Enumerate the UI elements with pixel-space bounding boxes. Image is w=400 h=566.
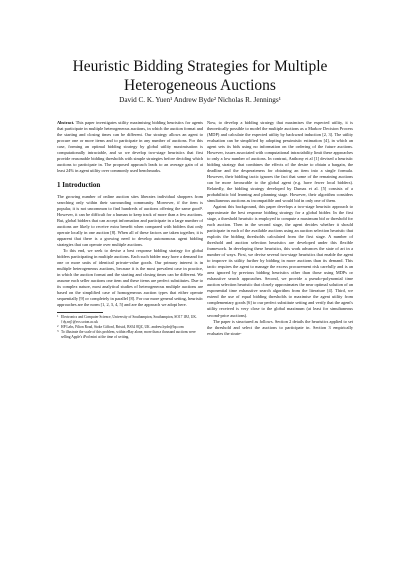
paper-title (0, 57, 400, 95)
right-column (207, 120, 353, 337)
abstract-label: Abstract. (57, 120, 75, 125)
footnote-text: HP Labs, Filton Road, Stoke Gifford, Bristol, BS34 8QZ, UK. andrew.byde@hp.com (61, 325, 184, 330)
intro-paragraph-5: The paper is structured as follows. Section 2 details the heuristics applied to set the threshold and select the auctions to participate in. Section 3 empirically evaluates the strate- (207, 318, 353, 336)
footnote-mark: 1 (57, 314, 59, 319)
intro-paragraph-3: Now, to develop a bidding strategy that maximises the expected utility, it is theoretically possible to model the multiple auctions as a Markov Decision Process (MDP) and calculate the expected utility by backward induction [2, 3]. The utility evaluation can be simplified by adopting pessimistic estimation [4], in which an agent sets its bids using no information on the ordering of the future auctions. However, issues associated with computational intractability limit these approaches to only a low number of auctions. In contrast, Anthony et al [1] devised a heuristic bidding strategy that combines the effects of the desire to obtain a bargain, the deadline and the desperateness for obtaining an item into a single formula. However, their bidding tactic ignores the fact that some of the remaining auctions can be more favourable to the global agent (e.g. have fewer local bidders). Relatedly, the bidding strategy developed by Dumas et al. [5] consists of a probabilistic bid learning and planning stage. However, their algorithm considers simultaneous auctions as incompatible and would bid in only one of them. (207, 120, 353, 204)
left-column (57, 120, 203, 339)
intro-paragraph-2: To this end, we seek to devise a best response bidding strategy for global bidders participating in multiple auctions. Each such bidder may have a demand for one or more units of identical private-value goods. Our primary interest is in multiple heterogeneous auctions, because it is the most prevalent case in practice, in which the auction format and the starting and closing times can be different. We assume each seller auctions one item and these items are perfect substitutes. Due to its complex nature, most analytical studies of heterogeneous multiple auctions are based on the simplified case of homogeneous auction types that either operate sequentially [9] or completely in parallel [8]. For our more general setting, heuristic approaches are the norm [1, 2, 3, 4, 5] and are the approach we adopt here. (57, 248, 203, 308)
footnote-mark: 3 (57, 328, 59, 333)
footnote-text: Electronics and Computer Science, University of Southampton, Southampton, SO17 1BJ, UK. {dy,nrj}@ecs.soton.ac.uk (61, 315, 197, 325)
title-line-1: Heuristic Bidding Strategies for Multiple (72, 58, 328, 75)
footnote-divider (57, 312, 103, 313)
intro-paragraph-1: The growing number of online auction sites liberates individual shoppers from searching only within their surrounding community. Moreover, if the item is popular, it is not uncommon to find hundreds of auctions offering the same good³. However, it can be difficult for a human to keep track of more than a few auctions. But, global bidders that can accept information and participate in a large number of auctions are likely to receive extra benefit when compared with bidders that only operate locally in one auction [8]. When all of these factors are taken together, it is apparent that there is a growing need to develop autonomous agent bidding strategies that can operate over multiple auctions. (57, 194, 203, 248)
section-heading-introduction: 1 Introduction (57, 181, 101, 190)
footnote-1 (57, 315, 203, 325)
author-list: David C. K. Yuen¹ Andrew Byde² Nicholas R. Jennings¹ (119, 96, 281, 104)
abstract (57, 120, 203, 174)
intro-paragraph-4: Against this background, this paper develops a two-stage heuristic approach to approximate the best response bidding strategy for a global bidder. In the first stage, a threshold heuristic is employed to compute a maximum bid or threshold for each auction. Then in the second stage, the agent decides whether it should participate in each of the available auctions using an auction selection heuristic that exploits the bidding thresholds calculated from the first stage. A number of threshold and auction selection heuristics are developed under this flexible framework. In developing these heuristics, this work advances the state of art in a number of ways. First, we devise several two-stage heuristics that enable the agent to improve its utility further by bidding in more auctions than its demand. This tactic requires the agent to manage the excess procurement risk carefully and is an area ignored by previous bidding heuristics other than those using MDPs or exhaustive search approaches. Second, we provide a pseudo-polynomial time auction selection heuristic that closely approximates the near optimal solution of an exponential time exhaustive search algorithm from the literature [4]. Third, we extend the use of equal bidding thresholds to maximise the agent utility from complementary goods [6] to our perfect substitute setting and verify that the agent's utility received is very close to the global maximum (at least for simultaneous second-price auctions). (207, 204, 353, 318)
footnote-3 (57, 330, 203, 340)
abstract-text: This paper investigates utility maximising bidding heuristics for agents that participate in multiple heterogeneous auctions, in which the auction format and the starting and closing times can be different. Our strategy allows an agent to procure one or more items and to participate in any number of auctions. For this case, forming an optimal bidding strategy by global utility maximisation is computationally intractable, and so we develop two-stage heuristics that first provide reasonable bidding thresholds with simple strategies before deciding which auctions to participate in. The proposed approach leads to an average gain of at least 24% in agent utility over commonly used benchmarks. (57, 120, 203, 174)
title-line-2: Heterogeneous Auctions (124, 77, 276, 94)
footnote-text: To illustrate the scale of this problem, within eBay alone, more than a thousand auctions were selling Apple's iPod mini at the time of writing. (61, 329, 196, 339)
footnote-mark: 2 (57, 324, 59, 329)
